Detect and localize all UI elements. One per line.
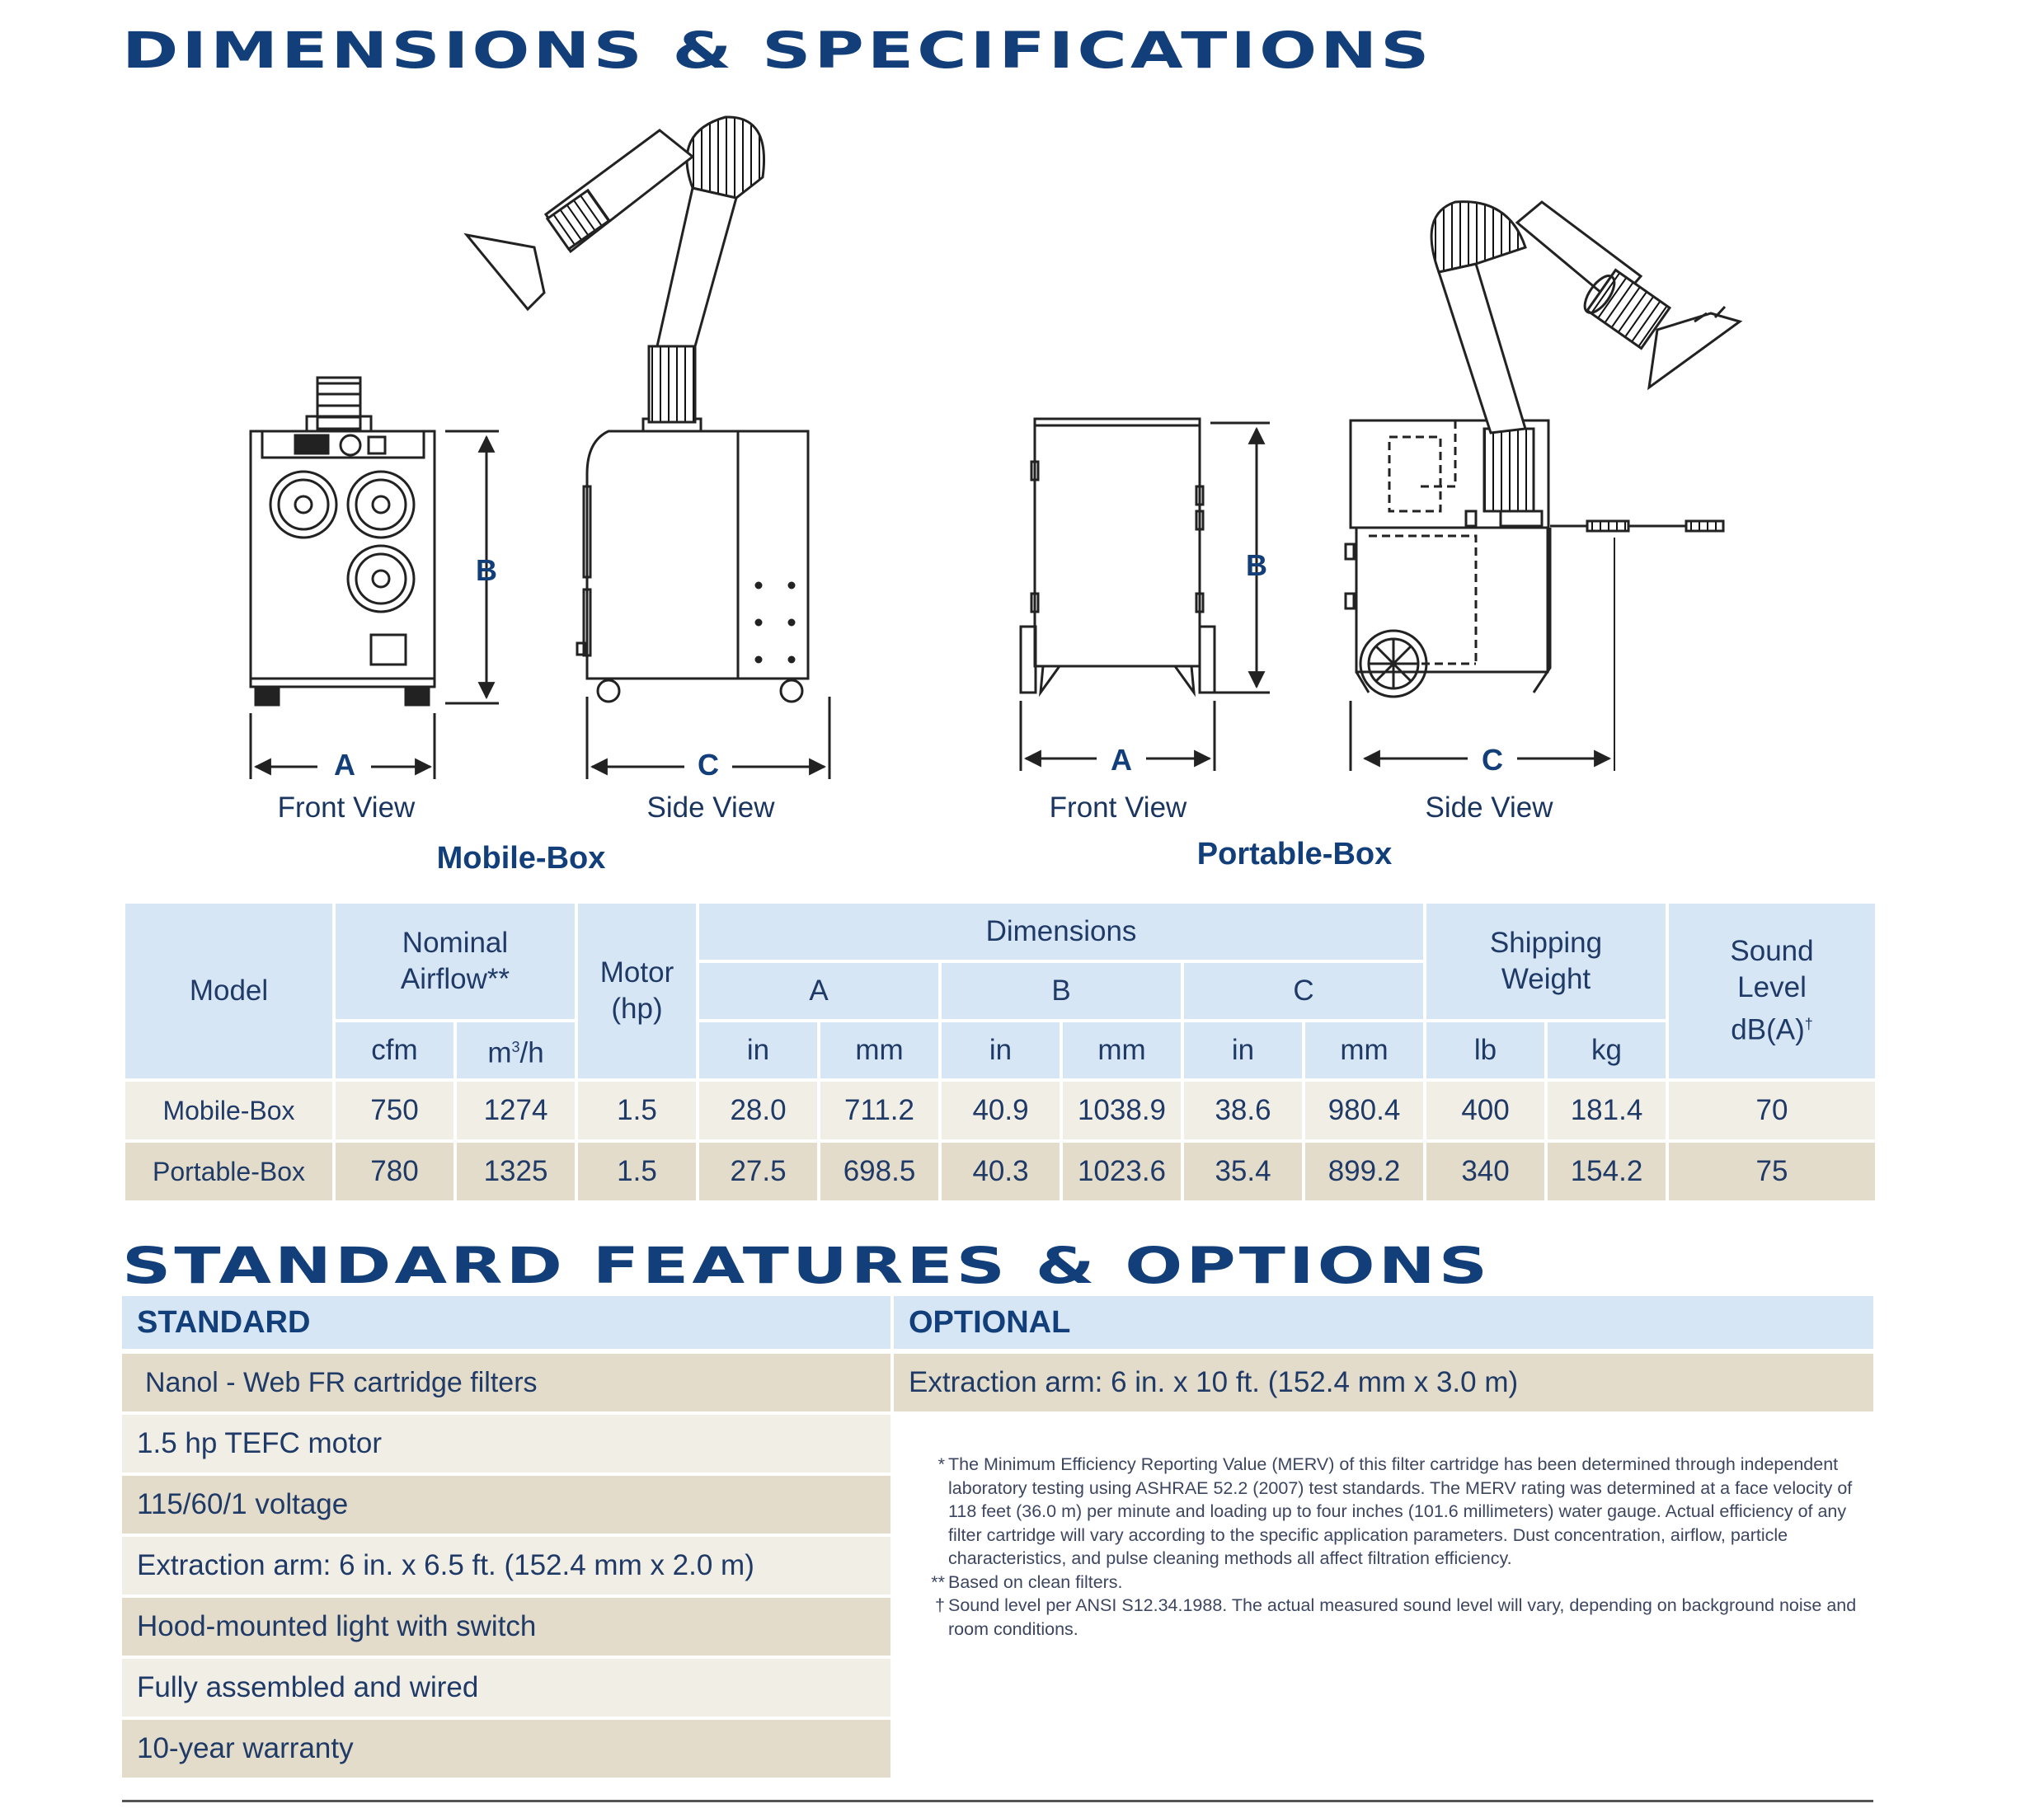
- a-in-cell: 27.5: [699, 1143, 817, 1200]
- dim-c-header: C: [1184, 963, 1423, 1019]
- table-row: [125, 1143, 1875, 1200]
- hp-cell: 1.5: [578, 1143, 696, 1200]
- footnote-sound: [927, 1594, 1875, 1641]
- a-in-header: in: [699, 1022, 817, 1078]
- standard-header: STANDARD: [122, 1296, 890, 1349]
- b-in-cell: 40.9: [942, 1082, 1060, 1139]
- portable-front-view-drawing: [1021, 419, 1215, 693]
- table-row: [125, 1082, 1875, 1139]
- portable-box-label: Portable-Box: [1196, 837, 1393, 871]
- db-cell: 75: [1669, 1143, 1875, 1200]
- footnote-text: Sound level per ANSI S12.34.1988. The actual measured sound level will vary, depending on background noise and room conditions.: [948, 1595, 1857, 1639]
- cfm-header: cfm: [336, 1022, 453, 1078]
- dim-a-header: A: [699, 963, 938, 1019]
- kg-cell: 154.2: [1548, 1143, 1666, 1200]
- model-cell: Mobile-Box: [125, 1082, 332, 1139]
- standard-item: 10-year warranty: [122, 1720, 890, 1778]
- footnote-merv: [927, 1453, 1875, 1571]
- mobile-front-view-drawing: [251, 378, 435, 705]
- mobile-dim-c-label: C: [698, 748, 719, 782]
- standard-item: Fully assembled and wired: [122, 1659, 890, 1717]
- db-cell: 70: [1669, 1082, 1875, 1139]
- footnote-text: The Minimum Efficiency Reporting Value (MERV) of this filter cartridge has been determined through independent laboratory testing using ASHRAE 52.2 (2007) test standards. The MERV rating was determined at a face velocity of 118 feet (36.0 m) per minute and loading up to four inches (101.6 millimeters) water gauge. Actual efficiency of any filter cartridge will vary according to the specific application parameters. Dust concentration, airflow, particle characteristics, and pulse cleaning methods all affect filtration efficiency.: [948, 1454, 1853, 1568]
- portable-dim-b-label: B: [1246, 548, 1267, 582]
- c-in-cell: 35.4: [1184, 1143, 1302, 1200]
- sound-header-mark: †: [1804, 1016, 1813, 1033]
- dim-b-header: B: [942, 963, 1181, 1019]
- cfm-cell: 750: [336, 1082, 453, 1139]
- a-mm-cell: 698.5: [820, 1143, 938, 1200]
- hp-cell: 1.5: [578, 1082, 696, 1139]
- model-header: Model: [125, 904, 332, 1078]
- c-mm-cell: 980.4: [1305, 1082, 1423, 1139]
- mobile-dim-b-label: B: [476, 553, 497, 587]
- portable-dim-c-label: C: [1482, 743, 1503, 777]
- kg-header: kg: [1548, 1022, 1666, 1078]
- m3h-cell: 1325: [457, 1143, 575, 1200]
- weight-header: Shipping Weight: [1426, 904, 1666, 1019]
- footnote-mark: †: [935, 1595, 945, 1615]
- motor-header: Motor (hp): [578, 904, 696, 1078]
- portable-side-view-label: Side View: [1425, 791, 1553, 824]
- c-in-header: in: [1184, 1022, 1302, 1078]
- m3h-header: [457, 1022, 575, 1078]
- portable-dim-a-label: A: [1111, 743, 1132, 777]
- standard-item: 115/60/1 voltage: [122, 1476, 890, 1534]
- mobile-front-view-label: Front View: [277, 791, 416, 824]
- m3h-unit-tail: /h: [519, 1036, 544, 1069]
- m3h-unit-sup: 3: [511, 1039, 520, 1056]
- airflow-header: Nominal Airflow**: [336, 904, 575, 1019]
- b-mm-cell: 1023.6: [1063, 1143, 1181, 1200]
- c-mm-header: mm: [1305, 1022, 1423, 1078]
- dimensions-header: Dimensions: [699, 904, 1423, 960]
- a-mm-header: mm: [820, 1022, 938, 1078]
- product-drawings: [0, 0, 2044, 890]
- features-title: STANDARD FEATURES & OPTIONS: [122, 1237, 1492, 1295]
- b-mm-cell: 1038.9: [1063, 1082, 1181, 1139]
- bottom-divider: [122, 1800, 1873, 1802]
- model-cell: Portable-Box: [125, 1143, 332, 1200]
- kg-cell: 181.4: [1548, 1082, 1666, 1139]
- mobile-side-view-label: Side View: [646, 791, 775, 824]
- footnotes: [927, 1453, 1875, 1641]
- mobile-side-view-drawing: [467, 117, 808, 702]
- b-mm-header: mm: [1063, 1022, 1181, 1078]
- footnote-airflow: [927, 1571, 1875, 1595]
- portable-front-view-label: Front View: [1049, 791, 1187, 824]
- standard-item: Nanol - Web FR cartridge filters: [122, 1354, 890, 1411]
- cfm-cell: 780: [336, 1143, 453, 1200]
- lb-header: lb: [1426, 1022, 1544, 1078]
- a-in-cell: 28.0: [699, 1082, 817, 1139]
- lb-cell: 340: [1426, 1143, 1544, 1200]
- c-mm-cell: 899.2: [1305, 1143, 1423, 1200]
- dimensions-title: DIMENSIONS & SPECIFICATIONS: [122, 21, 1433, 80]
- footnote-mark: **: [931, 1571, 945, 1592]
- b-in-header: in: [942, 1022, 1060, 1078]
- optional-item: Extraction arm: 6 in. x 10 ft. (152.4 mm x 3.0 m): [894, 1354, 1873, 1411]
- sound-header-text: Sound Level dB(A): [1730, 935, 1814, 1046]
- optional-header: OPTIONAL: [894, 1296, 1873, 1349]
- m3h-unit: m: [487, 1036, 512, 1069]
- standard-item: Extraction arm: 6 in. x 6.5 ft. (152.4 mm x 2.0 m): [122, 1537, 890, 1595]
- standard-item: 1.5 hp TEFC motor: [122, 1415, 890, 1472]
- standard-item: Hood-mounted light with switch: [122, 1598, 890, 1656]
- mobile-box-label: Mobile-Box: [436, 841, 606, 876]
- b-in-cell: 40.3: [942, 1143, 1060, 1200]
- footnote-mark: *: [937, 1454, 945, 1474]
- c-in-cell: 38.6: [1184, 1082, 1302, 1139]
- lb-cell: 400: [1426, 1082, 1544, 1139]
- footnote-text: Based on clean filters.: [948, 1571, 1123, 1592]
- portable-side-view-drawing: [1346, 202, 1740, 771]
- mobile-dim-a-label: A: [334, 748, 355, 782]
- spec-table: [122, 900, 1878, 1204]
- m3h-cell: 1274: [457, 1082, 575, 1139]
- a-mm-cell: 711.2: [820, 1082, 938, 1139]
- sound-header: [1669, 904, 1875, 1078]
